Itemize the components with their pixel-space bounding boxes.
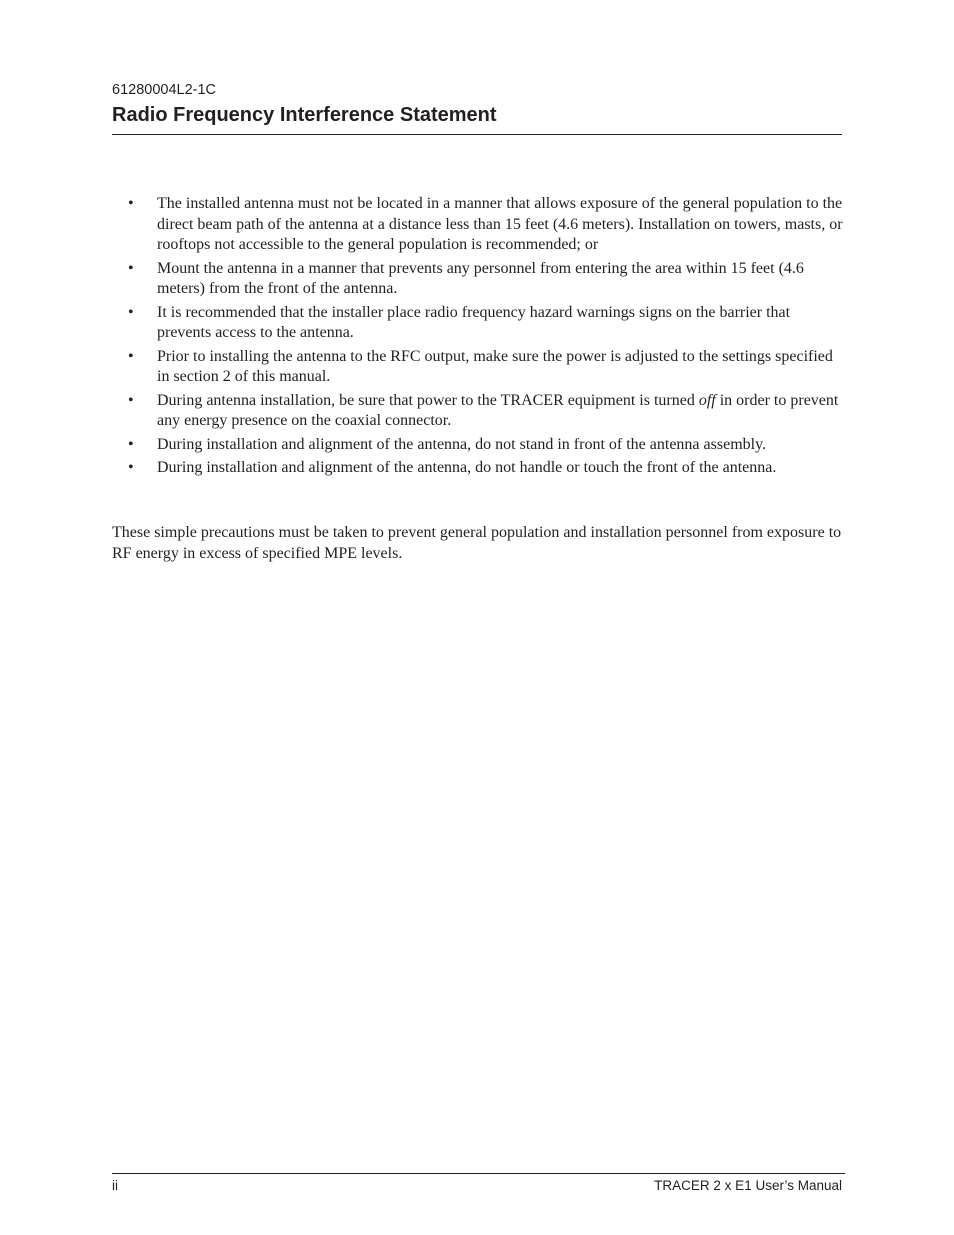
list-item-text [157,392,838,430]
bullet-icon: • [128,195,134,212]
manual-title: TRACER 2 x E1 User’s Manual [654,1178,842,1193]
closing-paragraph: These simple precautions must be taken to prevent general population and installation personnel from exposure to RF energy in excess of specified MPE levels. [112,524,842,562]
bullet-icon: • [128,347,134,365]
list-item [112,259,847,300]
bullet-icon: • [128,435,134,453]
list-item-text: It is recommended that the installer place radio frequency hazard warnings signs on the barrier that prevents access to the antenna. [157,303,791,341]
list-item [112,458,847,479]
header-divider [112,134,842,135]
document-number: 61280004L2-1C [112,82,217,98]
list-item [112,347,847,388]
bullet-icon: • [128,459,134,476]
list-item [112,391,847,432]
list-item [112,194,847,256]
list-item-text: Prior to installing the antenna to the RFC output, make sure the power is adjusted to the settings specified in section 2 of this manual. [157,347,833,385]
list-item [112,435,847,456]
emphasis-text: off [698,391,716,409]
precautions-list [112,194,847,482]
list-item-text: During installation and alignment of the antenna, do not stand in front of the antenna assembly. [157,435,767,453]
page-title: Radio Frequency Interference Statement [112,104,497,126]
bullet-icon: • [128,303,134,321]
list-item [112,303,847,344]
list-item-text-end: in order to prevent any energy presence on the coaxial connector. [157,391,839,429]
bullet-icon: • [128,391,134,409]
list-item-text: Mount the antenna in a manner that prevents any personnel from entering the area within 15 feet (4.6 meters) from the front of the antenna. [157,259,804,297]
list-item-text-start: During antenna installation, be sure that power to the TRACER equipment is turned [157,391,699,409]
footer-divider [112,1173,845,1174]
list-item-text: During installation and alignment of the antenna, do not handle or touch the front of the antenna. [157,459,777,476]
bullet-icon: • [128,259,134,277]
page-number: ii [112,1178,118,1193]
list-item-text: The installed antenna must not be located in a manner that allows exposure of the general population to the direct beam path of the antenna at a distance less than 15 feet (4.6 meters). Installation on towers, masts, or rooftops not accessible to the general population is recommended; or [157,195,843,253]
